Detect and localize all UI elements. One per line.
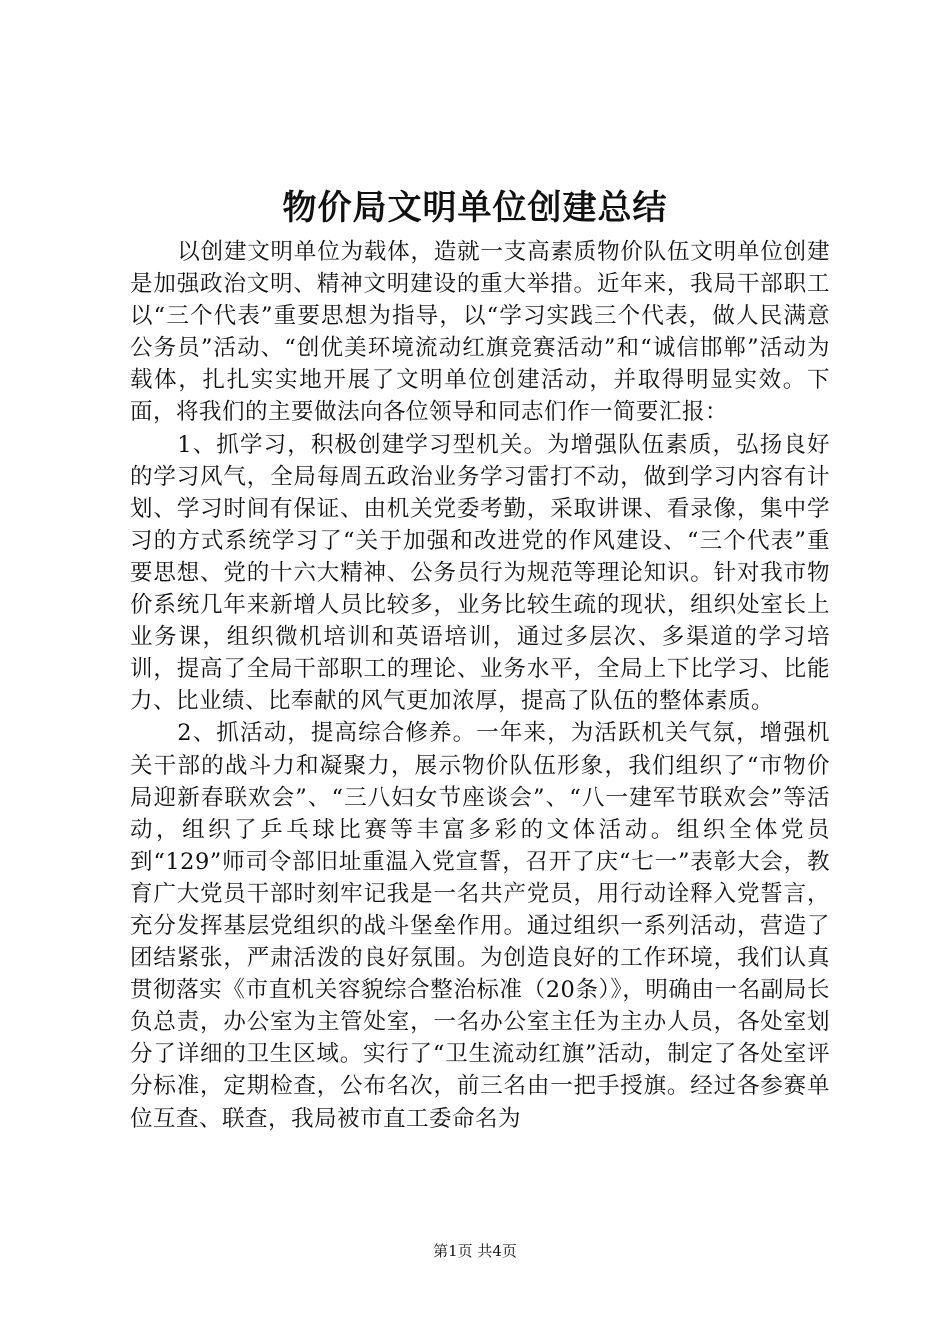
page-number-footer: 第1页 共4页	[433, 1242, 517, 1260]
paragraph-intro: 以创建文明单位为载体，造就一支高素质物价队伍文明单位创建是加强政治文明、精神文明建设的重大举措。近年来，我局干部职工以“三个代表”重要思想为指导，以“学习实践三个代表，做人民满意公务员”活动、“创优美环境流动红旗竞赛活动”和“诚信邯郸”活动为载体，扎扎实实地开展了文明单位创建活动，并取得明显实效。下面，将我们的主要做法向各位领导和同志们作一简要汇报：	[130, 239, 830, 426]
paragraph-activities: 2、抓活动，提高综合修养。一年来，为活跃机关气氛，增强机关干部的战斗力和凝聚力，展示物价队伍形象，我们组织了“市物价局迎新春联欢会”、“三八妇女节座谈会”、“八一建军节联欢会”等活动，组织了乒乓球比赛等丰富多彩的文体活动。组织全体党员到“129”师司令部旧址重温入党宣誓，召开了庆“七一”表彰大会，教育广大党员干部时刻牢记我是一名共产党员，用行动诠释入党誓言，充分发挥基层党组织的战斗堡垒作用。通过组织一系列活动，营造了团结紧张，严肃活泼的良好氛围。为创造良好的工作环境，我们认真贯彻落实《市直机关容貌综合整治标准（20条）》，明确由一名副局长负总责，办公室为主管处室，一名办公室主任为主办人员，各处室划分了详细的卫生区域。实行了“卫生流动红旗”活动，制定了各处室评分标准，定期检查，公布名次，前三名由一把手授旗。经过各参赛单位互查、联查，我局被市直工委命名为	[130, 720, 830, 1132]
paragraph-study: 1、抓学习，积极创建学习型机关。为增强队伍素质，弘扬良好的学习风气，全局每周五政治业务学习雷打不动，做到学习内容有计划、学习时间有保证、由机关党委考勤，采取讲课、看录像，集中学习的方式系统学习了“关于加强和改进党的作风建设、“三个代表”重要思想、党的十六大精神、公务员行为规范等理论知识。针对我市物价系统几年来新增人员比较多，业务比较生疏的现状，组织处室长上业务课，组织微机培训和英语培训，通过多层次、多渠道的学习培训，提高了全局干部职工的理论、业务水平，全局上下比学习、比能力、比业绩、比奉献的风气更加浓厚，提高了队伍的整体素质。	[130, 431, 830, 715]
document-title: 物价局文明单位创建总结	[282, 188, 668, 228]
document-body	[130, 236, 830, 1135]
